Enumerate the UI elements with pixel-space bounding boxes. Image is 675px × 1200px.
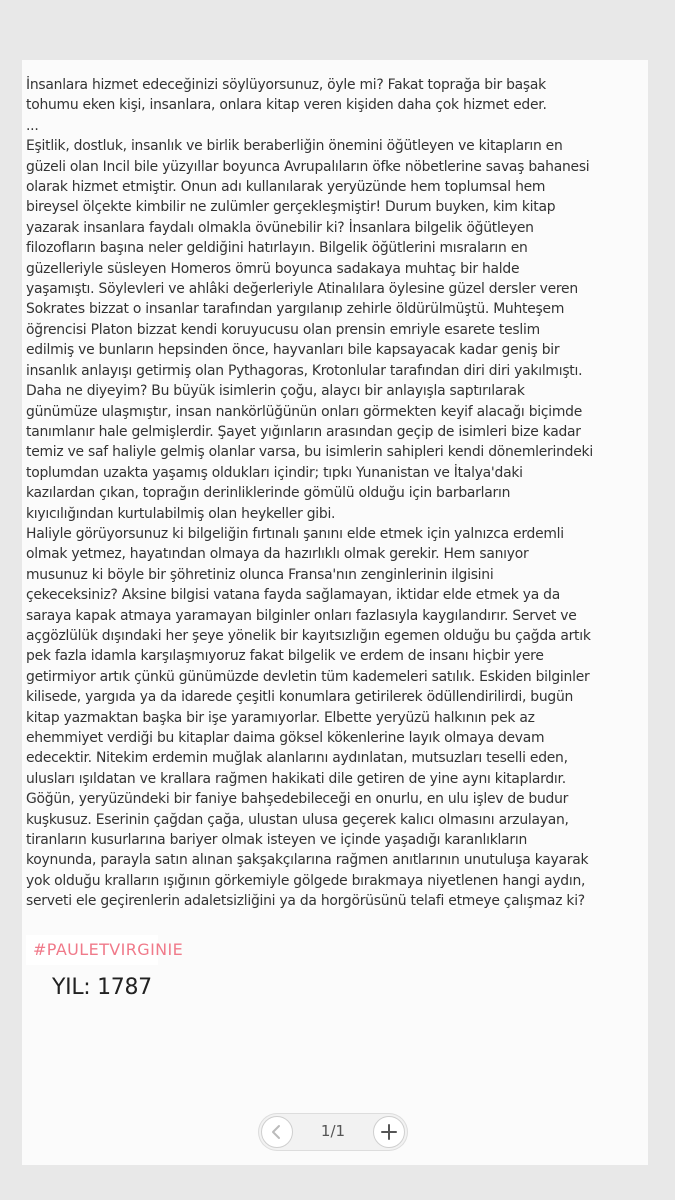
text-line: koynunda, parayla satın alınan şakşakçılarına rağmen anıtlarının unutuluşa kayarak — [26, 852, 589, 869]
text-line: olmak yetmez, hayatından olmaya da hazırlıklı olmak gerekir. Hem sanıyor — [26, 546, 529, 563]
text-line: Göğün, yeryüzündeki bir faniye bahşedebileceği en onurlu, en ulu işlev de budur — [26, 791, 569, 808]
text-line: tohumu eken kişi, insanlara, onlara kitap veren kişiden daha çok hizmet eder. — [26, 97, 547, 114]
text-line: pek fazla idamla karşılaşmıyoruz fakat bilgelik ve erdem de insanı hiçbir yere — [26, 648, 544, 665]
text-line: açgözlülük dışındaki her şeye yönelik bir kayıtsızlığın egemen olduğu bu çağda artık — [26, 627, 591, 644]
add-page-button[interactable] — [373, 1116, 405, 1148]
text-line: getirmiyor artık çünkü günümüzde devletin tüm kademeleri satılık. Eskiden bilginler — [26, 668, 590, 685]
text-line: insanlık anlayışı getirmiş olan Pythagoras, Krotonlular tarafından diri diri yakılmıştı. — [26, 362, 583, 379]
text-line: kilisede, yargıda ya da idarede çeşitli konumlara getirilerek ödüllendirilirdi, bugün — [26, 689, 574, 706]
text-line: kitap yazmaktan başka bir işe yaramıyorlar. Elbette yeryüzü halkının pek az — [26, 709, 535, 726]
text-line: güzelleriyle süsleyen Homeros ömrü boyunca sadakaya muhtaç bir halde — [26, 260, 520, 277]
text-line: günümüze ulaşmıştır, insan nankörlüğünün onları görmekten keyif alacağı biçimde — [26, 403, 583, 420]
text-line: edilmiş ve bunların hepsinden önce, hayvanları bile kapsayacak kadar geniş bir — [26, 342, 560, 359]
text-line: ... — [26, 117, 39, 134]
text-line: çekeceksiniz? Aksine bilgisi vatana fayda sağlamayan, iktidar elde etmek ya da — [26, 587, 560, 604]
text-line: musunuz ki böyle bir şöhretiniz olunca Fransa'nın zenginlerinin ilgisini — [26, 566, 494, 583]
text-line: kazılardan çıkan, toprağın derinliklerinde gömülü olduğu için barbarların — [26, 485, 511, 502]
text-line: toplumdan uzakta yaşamış oldukları içindir; tıpkı Yunanistan ve İtalya'daki — [26, 464, 523, 481]
text-line: kuşkusuz. Eserinin çağdan çağa, ulustan ulusa geçerek kalıcı olmasını arzulayan, — [26, 811, 569, 828]
text-line: olarak hizmet etmiştir. Onun adı kullanılarak yeryüzünde hem toplumsal hem — [26, 179, 546, 196]
year-label: YIL: 1787 — [52, 975, 152, 1000]
hashtag-label[interactable]: #PAULETVIRGINIE — [33, 940, 184, 959]
text-line: yazarak insanlara faydalı olmakla övünebilir ki? İnsanlara bilgelik öğütleyen — [26, 219, 534, 236]
text-line: ehemmiyet verdiği bu kitaplar daima göksel kökenlerine layık olmaya devam — [26, 730, 545, 746]
text-line: Sokrates bizzat o insanlar tarafından yargılanıp zehirle öldürülmüştü. Muhteşem — [26, 301, 565, 318]
text-line: İnsanlara hizmet edeceğinizi söylüyorsunuz, öyle mi? Fakat toprağa bir başak — [26, 77, 546, 93]
text-line: tanımlanır hale gelmişlerdir. Şayet yığınların arasından geçip de isimleri bize kadar — [26, 423, 581, 440]
text-line: ulusları ışıldatan ve krallara rağmen hakikati dile getiren de yine aynı kitaplardır. — [26, 770, 566, 787]
text-line: saraya kapak atmaya yaramayan bilginler onları fazlasıyla kaygılandırır. Servet ve — [26, 607, 577, 624]
page-indicator: 1/1 — [320, 1122, 346, 1140]
text-line: temiz ve saf haliyle gelmiş olanlar varsa, bu isimlerin sahipleri kendi dönemlerindeki — [26, 444, 593, 461]
text-line: kıyıcılığından kurtulabilmiş olan heykeller gibi. — [26, 505, 336, 522]
document-text — [26, 75, 610, 912]
page-navigator — [258, 1113, 408, 1151]
text-line: yok olduğu kralların ışığının görkemiyle gölgede bırakmaya niyetlenen hangi aydın, — [26, 872, 586, 889]
text-line: edecektir. Nitekim erdemin muğlak alanlarını aydınlatan, mutsuzları teselli eden, — [26, 750, 568, 767]
text-line: serveti ele geçirenlerin adaletsizliğini ya da horgörüsünü telafi etmeye çalışmaz ki? — [26, 893, 585, 910]
text-line: tiranların kusurlarına bariyer olmak isteyen ve içinde yaşadığı karanlıkların — [26, 832, 528, 849]
text-line: güzeli olan Incil bile yüzyıllar boyunca Avrupalıların öfke nöbetlerine savaş bahanesi — [26, 158, 590, 175]
text-line: yaşamıştı. Söylevleri ve ahlâki değerleriyle Atinalılara öylesine güzel dersler veren — [26, 281, 578, 298]
text-line: öğrencisi Platon bizzat kendi koruyucusu olan prensin emriyle esarete teslim — [26, 321, 540, 338]
text-line: bireysel ölçekte kimbilir ne zulümler gerçekleşmiştir! Durum buyken, kim kitap — [26, 199, 556, 216]
text-line: Daha ne diyeyim? Bu büyük isimlerin çoğu, alaycı bir anlayışla saptırılarak — [26, 383, 525, 400]
text-line: Haliyle görüyorsunuz ki bilgeliğin fırtınalı şanını elde etmek için yalnızca erdemli — [26, 525, 564, 542]
text-line: filozofların başına neler geldiğini hatırlayın. Bilgelik öğütlerini mısraların en — [26, 240, 528, 257]
text-line: Eşitlik, dostluk, insanlık ve birlik beraberliğin önemini öğütleyen ve kitapların en — [26, 138, 563, 155]
plus-icon — [374, 1117, 404, 1147]
